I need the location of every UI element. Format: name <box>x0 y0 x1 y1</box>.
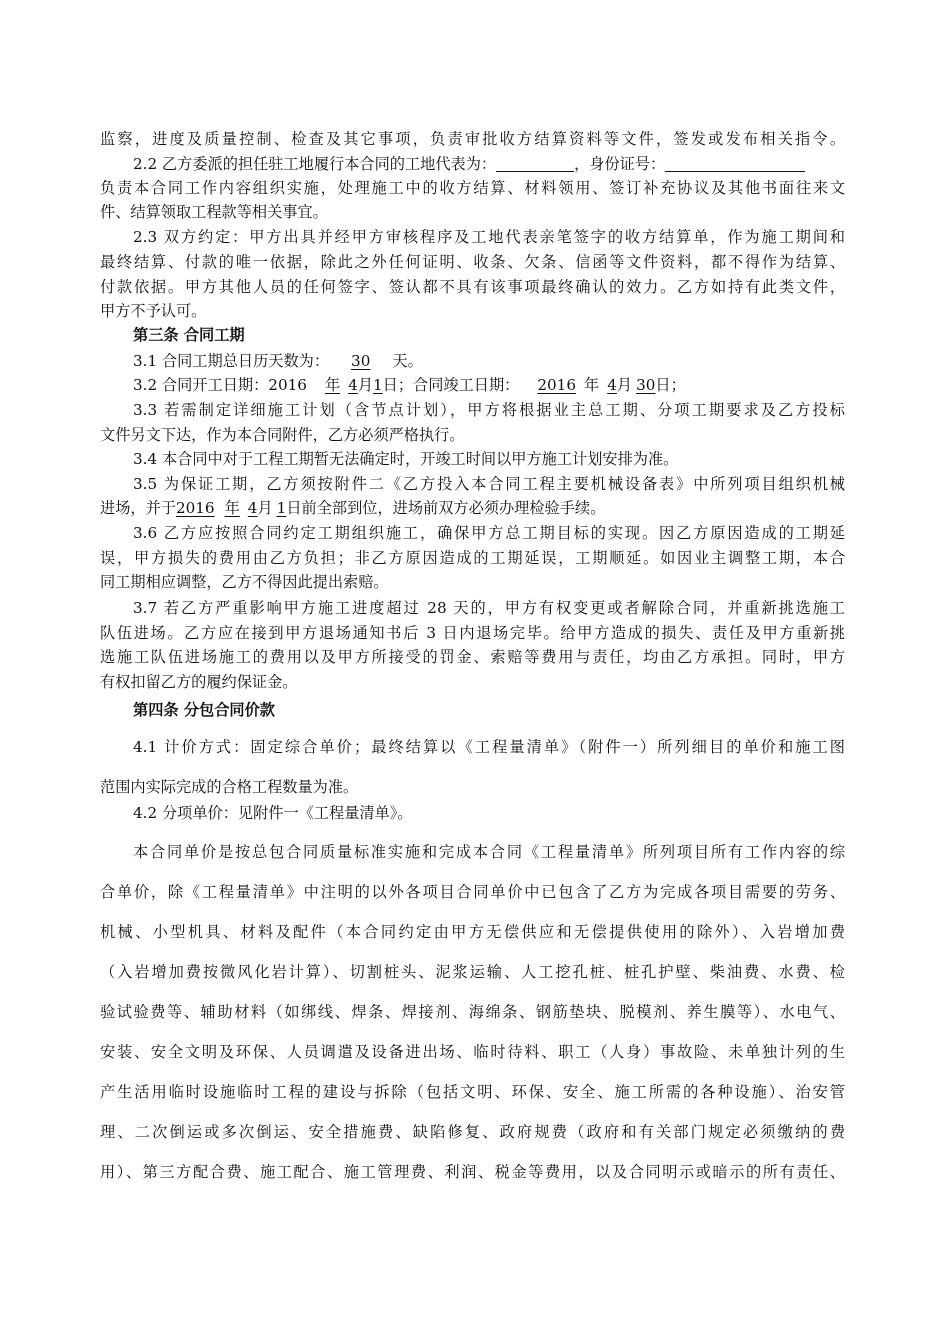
text-line: 文件另文下达，作为本合同附件，乙方必须严格执行。 <box>100 426 465 444</box>
text-line: 安装、安全文明及环保、人员调遣及设备进出场、临时待料、职工（人身）事故险、未单独计列的生 <box>100 1043 845 1061</box>
end-date-label: 日；合同竣工日期： <box>382 376 520 394</box>
entry-day: 1 <box>276 499 287 517</box>
text-line: 合单价，除《工程量清单》中注明的以外各项目合同单价中已包含了乙方为完成各项目需要的劳务、 <box>100 883 845 901</box>
text-line: 件、结算领取工程款等相关事宜。 <box>100 203 328 221</box>
month-unit: 月 <box>257 499 273 517</box>
end-year: 2016 <box>537 376 577 394</box>
end-day: 30 <box>636 376 656 394</box>
year-unit: 年 <box>324 376 341 394</box>
text-line: 产生活用临时设施临时工程的建设与拆除（包括文明、环保、安全、施工所需的各种设施）、治安管 <box>100 1083 845 1101</box>
text-line: 机械、小型机具、材料及配件（本合同约定由甲方无偿供应和无偿提供使用的除外）、入岩增加费 <box>100 923 845 941</box>
clause-2-2-label: 2.2 乙方委派的担任驻工地履行本合同的工地代表为： <box>133 155 497 173</box>
text-line: 误，甲方损失的费用由乙方负担；非乙方原因造成的工期延误，工期顺延。如因业主调整工期，本合 <box>100 549 845 567</box>
text-line: 选施工队伍进场施工的费用以及甲方所接受的罚金、索赔等费用与责任，均由乙方承担。同时，甲方 <box>100 648 845 666</box>
text-line: 4.1 计价方式：固定综合单价；最终结算以《工程量清单》（附件一）所列细目的单价和施工图 <box>133 738 845 756</box>
text-line: 验试验费等、辅助材料（如绑线、焊条、焊接剂、海绵条、钢筋垫块、脱模剂、养生膜等）、水电气、 <box>100 1003 845 1021</box>
start-date-label: 3.2 合同开工日期： <box>133 376 269 394</box>
site-representative-blank[interactable] <box>496 153 574 172</box>
end-month: 4 <box>607 376 617 394</box>
month-unit: 月 <box>357 376 373 394</box>
text-line: 用）、第三方配合费、施工配合、施工管理费、利润、税金等费用，以及合同明示或暗示的所有责任、 <box>100 1163 845 1181</box>
text-line <box>100 496 845 520</box>
text-line <box>133 373 845 397</box>
text-line: 3.3 若需制定详细施工计划（含节点计划），甲方将根据业主总工期、分项工期要求及乙方投标 <box>133 401 845 419</box>
start-year: 2016 <box>268 376 307 394</box>
text-line: 付款依据。甲方其他人员的任何签字、签认都不具有该事项最终确认的效力。乙方如持有此类文件， <box>100 278 845 296</box>
id-number-blank[interactable] <box>665 153 805 172</box>
start-day: 1 <box>373 376 383 394</box>
text-line: 监察，进度及质量控制、检查及其它事项，负责审批收方结算资料等文件，签发或发布相关指令。 <box>100 130 845 148</box>
text-line: 3.7 若乙方严重影响甲方施工进度超过 28 天的，甲方有权变更或者解除合同，并重新挑选施工 <box>133 599 845 617</box>
entry-month: 4 <box>247 499 258 517</box>
section-heading: 第三条 合同工期 <box>133 326 245 344</box>
text-line: 本合同单价是按总包合同质量标准实施和完成本合同《工程量清单》所列项目所有工作内容的综 <box>133 843 845 861</box>
text-line <box>133 349 845 373</box>
month-unit: 月 <box>616 376 633 394</box>
entry-year: 2016 <box>175 499 215 517</box>
day-unit: 日； <box>655 376 686 394</box>
entry-text: 日前全部到位，进场前双方必须办理检验手续。 <box>286 499 606 517</box>
entry-label: 进场，并于 <box>100 499 176 517</box>
text-line: 3.4 本合同中对于工程工期暂无法确定时，开竣工时间以甲方施工计划安排为准。 <box>133 450 679 468</box>
text-line: 2.3 双方约定：甲方出具并经甲方审核程序及工地代表亲笔签字的收方结算单，作为施工期间和 <box>133 228 845 246</box>
total-days-value: 30 <box>351 352 371 370</box>
unit-text: 天。 <box>392 352 423 370</box>
start-month: 4 <box>348 376 358 394</box>
text-line: 3.6 乙方应按照合同约定工期组织施工，确保甲方总工期目标的实现。因乙方原因造成的工期延 <box>133 524 845 542</box>
text-line: 最终结算、付款的唯一依据，除此之外任何证明、收条、欠条、信函等文件资料，都不得作为结算、 <box>100 253 845 271</box>
id-number-label: ，身份证号： <box>574 155 666 173</box>
clause-3-1-label: 3.1 合同工期总日历天数为： <box>133 352 330 370</box>
section-heading: 第四条 分包合同价款 <box>133 701 275 719</box>
text-line: 范围内实际完成的合格工程数量为准。 <box>100 778 359 796</box>
text-line: 有权扣留乙方的履约保证金。 <box>100 673 298 691</box>
text-line: 3.5 为保证工期，乙方须按附件二《乙方投入本合同工程主要机械设备表》中所列项目组织机械 <box>133 475 845 493</box>
text-line: 同工期相应调整，乙方不得因此提出索赔。 <box>100 573 389 591</box>
text-line: 甲方不予认可。 <box>100 302 207 320</box>
text-line: 4.2 分项单价：见附件一《工程量清单》。 <box>133 804 413 822</box>
text-line: （入岩增加费按微风化岩计算）、切割桩头、泥浆运输、人工挖孔桩、桩孔护壁、柴油费、水费、检 <box>100 963 845 981</box>
text-line: 理、二次倒运或多次倒运、安全措施费、缺陷修复、政府规费（政府和有关部门规定必须缴纳的费 <box>100 1123 845 1141</box>
text-line: 队伍进场。乙方应在接到甲方退场通知书后 3 日内退场完毕。给甲方造成的损失、责任及甲方重新挑 <box>100 624 845 642</box>
text-line <box>133 152 845 176</box>
year-unit: 年 <box>224 499 240 517</box>
year-unit: 年 <box>584 376 600 394</box>
text-line: 负责本合同工作内容组织实施，处理施工中的收方结算、材料领用、签订补充协议及其他书面往来文 <box>100 179 845 197</box>
